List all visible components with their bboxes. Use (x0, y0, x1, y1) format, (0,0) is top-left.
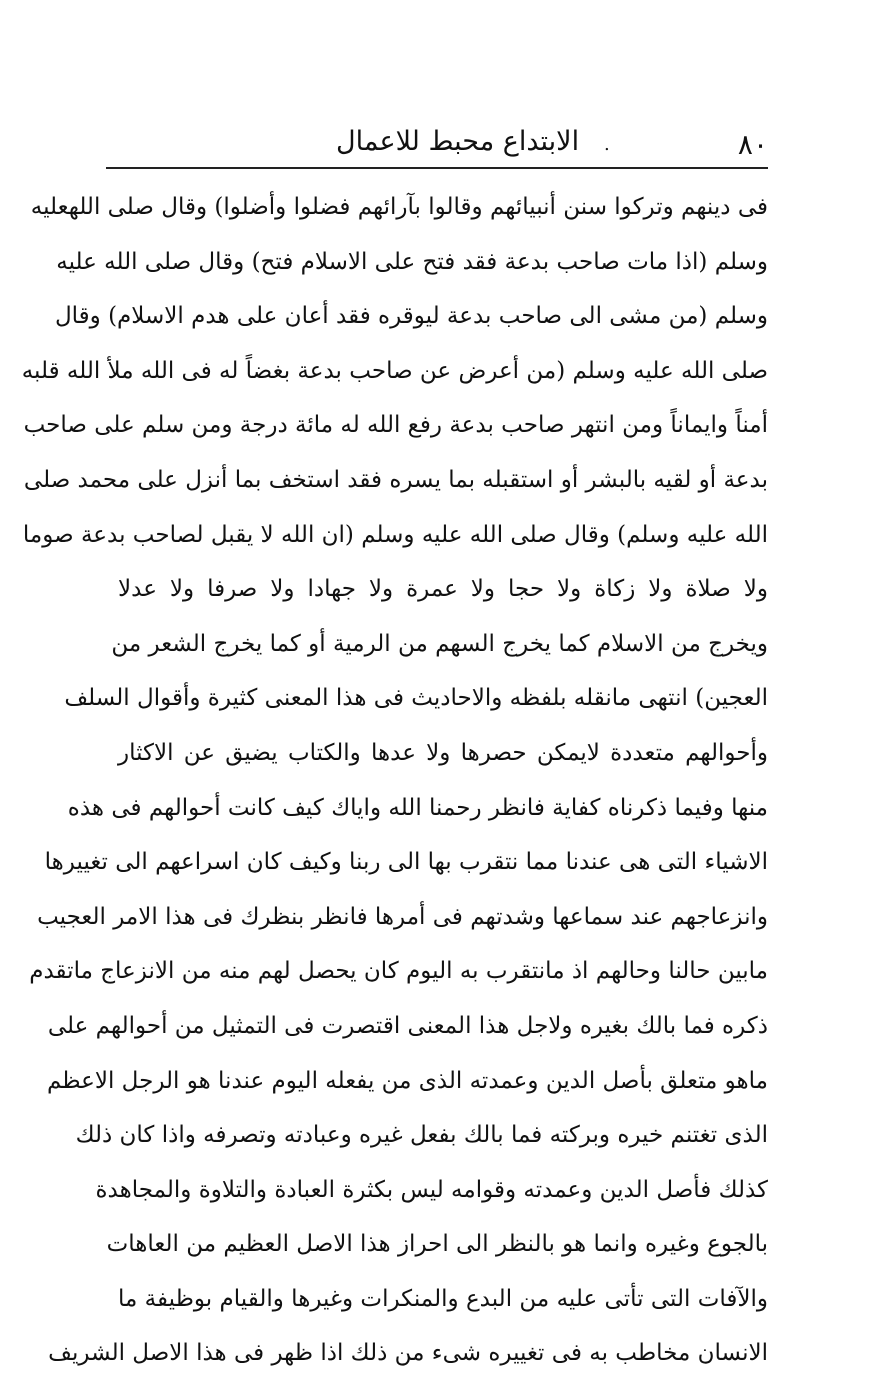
text-line: ذكره فما بالك بغيره ولاجل هذا المعنى اقتصرت فى التمثيل من أحوالهم على (47, 1012, 768, 1039)
text-line: الذى تغتنم خيره وبركته فما بالك بفعل غيره وعبادته وتصرفه واذا كان ذلك (75, 1122, 768, 1149)
text-line: ولا صلاة ولا زكاة ولا حجا ولا عمرة ولا جهادا ولا صرفا ولا عدلا (118, 576, 768, 603)
text-line: الله عليه وسلم) وقال صلى الله عليه وسلم (ان الله لا يقبل لصاحب بدعة صوما (22, 521, 768, 548)
text-line: الاشياء التى هى عندنا مما نتقرب بها الى ربنا وكيف كان اسراعهم الى تغييرها (44, 849, 768, 876)
text-line: أمناً وايماناً ومن انتهر صاحب بدعة رفع الله له مائة درجة ومن سلم على صاحب (23, 412, 768, 439)
text-line: بالجوع وغيره وانما هو بالنظر الى احراز هذا الاصل العظيم من العاهات (106, 1231, 768, 1258)
page-header (106, 118, 768, 168)
page-number: ٨٠ (737, 128, 768, 161)
text-line: صلى الله عليه وسلم (من أعرض عن صاحب بدعة بغضاً له فى الله ملأ الله قلبه (21, 357, 768, 384)
text-line: وانزعاجهم عند سماعها وشدتهم فى أمرها فانظر بنظرك فى هذا الامر العجيب (37, 903, 768, 930)
text-line: ويخرج من الاسلام كما يخرج السهم من الرمية أو كما يخرج الشعر من (111, 630, 768, 657)
header-separator: . (604, 134, 610, 155)
text-line: كذلك فأصل الدين وعمدته وقوامه ليس بكثرة العبادة والتلاوة والمجاهدة (95, 1176, 768, 1203)
text-line: فى دينهم وتركوا سنن أنبيائهم وقالوا بآرائهم فضلوا وأضلوا) وقال صلى اللهعليه (30, 194, 768, 220)
text-line: وسلم (اذا مات صاحب بدعة فقد فتح على الاسلام فتح) وقال صلى الله عليه (56, 248, 768, 275)
text-line: ماهو متعلق بأصل الدين وعمدته الذى من يفعله اليوم عندنا هو الرجل الاعظم (46, 1067, 768, 1094)
text-line: منها وفيما ذكرناه كفاية فانظر رحمنا الله واياك كيف كانت أحوالهم فى هذه (67, 794, 768, 821)
text-line: وأحوالهم متعددة لايمكن حصرها ولا عدها والكتاب يضيق عن الاكثار (118, 739, 768, 766)
text-line: بدعة أو لقيه بالبشر أو استقبله بما يسره فقد استخف بما أنزل على محمد صلى (23, 466, 768, 493)
text-line: وسلم (من مشى الى صاحب بدعة ليوقره فقد أعان على هدم الاسلام) وقال (54, 303, 768, 330)
running-title: الابتداع محبط للاعمال (336, 126, 580, 157)
body-text (21, 180, 768, 1381)
text-line: مابين حالنا وحالهم اذ مانتقرب به اليوم كان يحصل لهم منه من الانزعاج ماتقدم (29, 958, 768, 985)
text-line: الانسان مخاطب به فى تغييره شىء من ذلك اذا ظهر فى هذا الاصل الشريف (48, 1340, 768, 1367)
text-line: العجين) انتهى مانقله بلفظه والاحاديث فى هذا المعنى كثيرة وأقوال السلف (64, 685, 768, 712)
header-rule (106, 167, 768, 169)
text-line: والآفات التى تأتى عليه من البدع والمنكرات وغيرها والقيام بوظيفة ما (118, 1285, 768, 1312)
